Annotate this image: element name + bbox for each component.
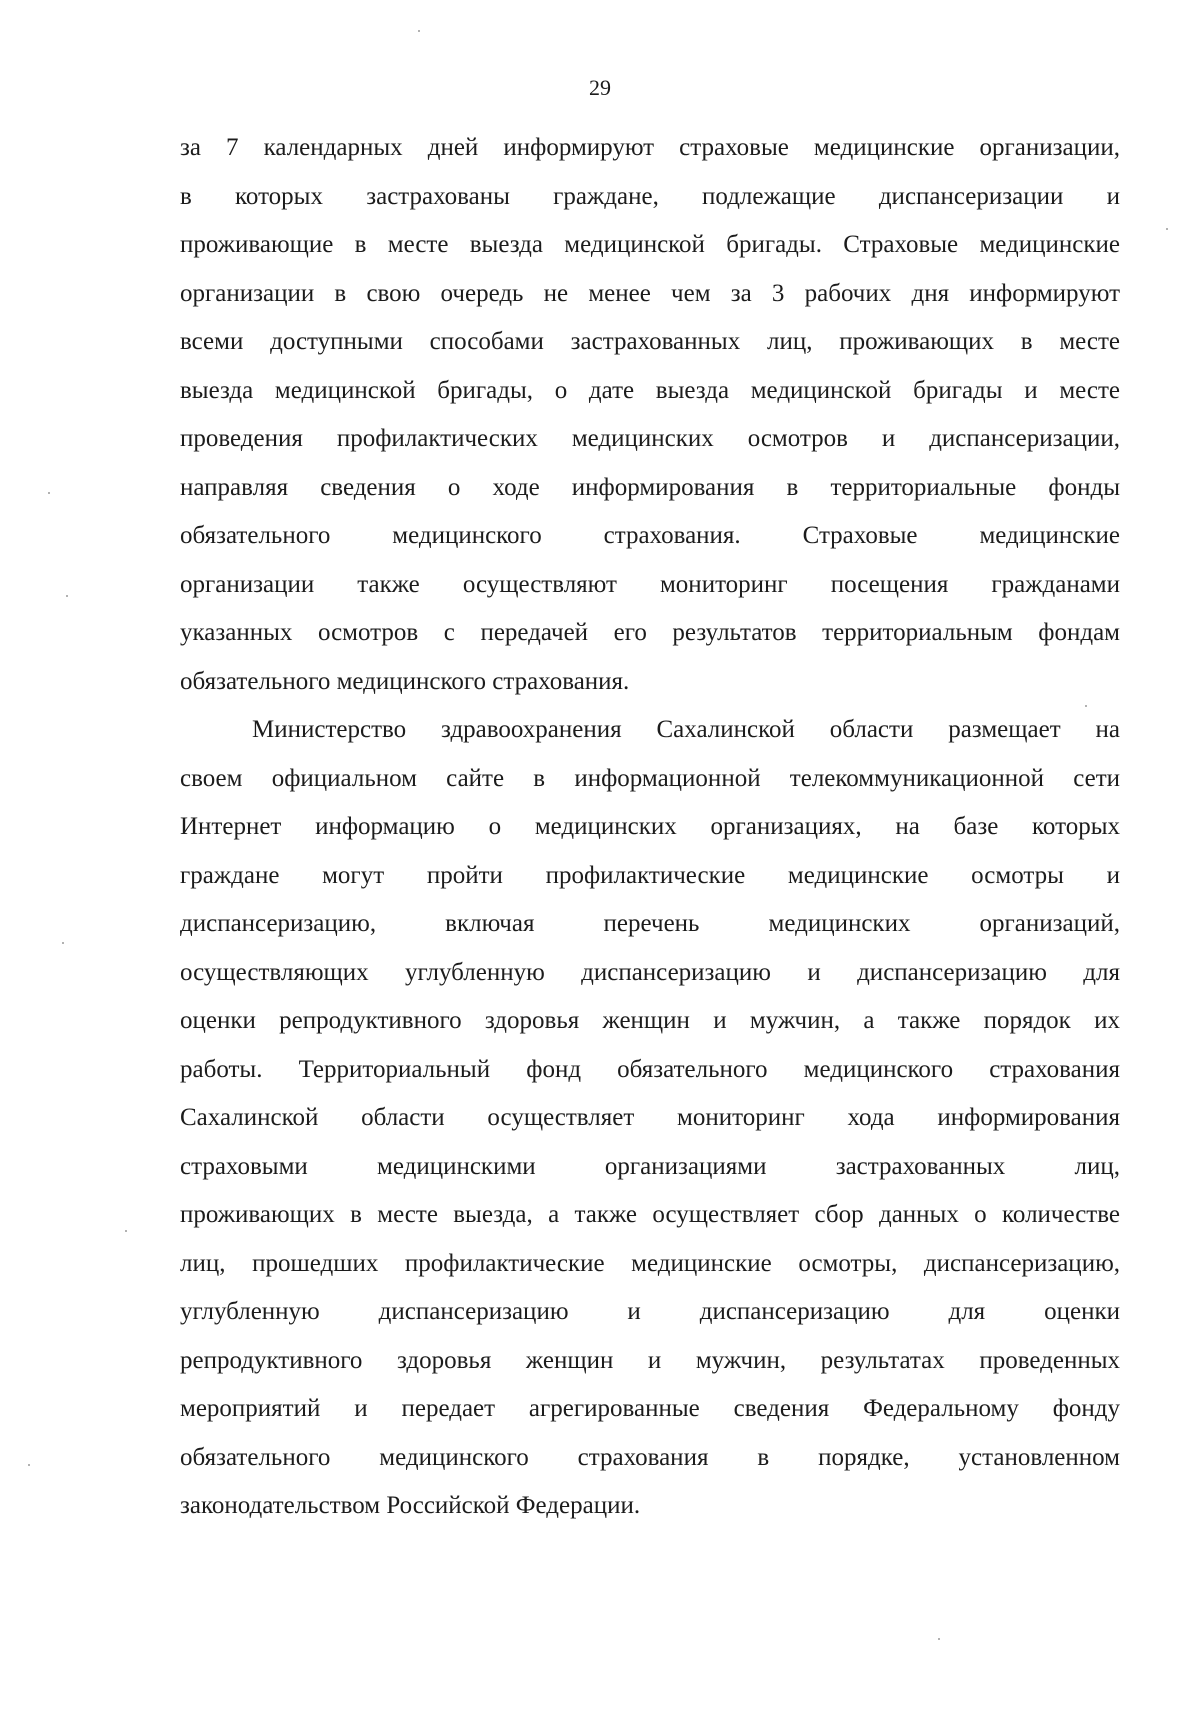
text-line: проживающих в месте выезда, а также осуществляет сбор данных о количестве (180, 1201, 1120, 1228)
text-line: Интернет информацию о медицинских организациях, на базе которых (180, 813, 1120, 840)
text-line: выезда медицинской бригады, о дате выезда медицинской бригады и месте (180, 376, 1120, 404)
text-line: лиц, прошедших профилактические медицинские осмотры, диспансеризацию, (180, 1249, 1120, 1277)
scan-speck (28, 1464, 30, 1466)
text-line: указанных осмотров с передачей его результатов территориальным фондам (180, 619, 1120, 646)
text-line: своем официальном сайте в информационной телекоммуникационной сети (180, 764, 1120, 792)
text-line: углубленную диспансеризацию и диспансеризацию для оценки (180, 1298, 1120, 1325)
scan-speck (938, 1638, 940, 1640)
text-line: граждане могут пройти профилактические медицинские осмотры и (180, 861, 1120, 889)
text-line: осуществляющих углубленную диспансеризацию и диспансеризацию для (180, 958, 1120, 986)
scan-speck (418, 30, 420, 32)
text-line: мероприятий и передает агрегированные сведения Федеральному фонду (180, 1395, 1120, 1422)
text-line: за 7 календарных дней информируют страховые медицинские организации, (180, 134, 1120, 161)
scan-speck (62, 942, 64, 944)
text-line: страховыми медицинскими организациями застрахованных лиц, (180, 1152, 1120, 1180)
text-line: обязательного медицинского страхования в порядке, установленном (180, 1443, 1120, 1471)
text-line: проживающие в месте выезда медицинской бригады. Страховые медицинские (180, 231, 1120, 258)
text-line: направляя сведения о ходе информирования в территориальные фонды (180, 473, 1120, 501)
page-number: 29 (589, 75, 611, 100)
scan-speck (48, 492, 50, 494)
scan-speck (1166, 228, 1168, 230)
text-line: работы. Территориальный фонд обязательного медицинского страхования (180, 1055, 1120, 1083)
scan-speck (1085, 705, 1087, 707)
text-line: Министерство здравоохранения Сахалинской области размещает на (252, 716, 1120, 743)
paragraph-2 (180, 706, 1120, 1531)
text-line: проведения профилактических медицинских осмотров и диспансеризации, (180, 425, 1120, 452)
text-line: оценки репродуктивного здоровья женщин и мужчин, а также порядок их (180, 1007, 1120, 1034)
scan-speck (125, 1230, 127, 1232)
text-line: законодательством Российской Федерации. (180, 1492, 641, 1519)
scan-speck (66, 595, 68, 597)
document-body (180, 124, 1120, 1531)
text-line: обязательного медицинского страхования. (180, 667, 630, 695)
text-line: обязательного медицинского страхования. Страховые медицинские (180, 522, 1120, 549)
text-line: диспансеризацию, включая перечень медицинских организаций, (180, 910, 1120, 937)
text-line: в которых застрахованы граждане, подлежащие диспансеризации и (180, 182, 1120, 210)
text-line: всеми доступными способами застрахованных лиц, проживающих в месте (180, 328, 1120, 355)
paragraph-1 (180, 124, 1120, 706)
text-line: организации в свою очередь не менее чем за 3 рабочих дня информируют (180, 279, 1120, 307)
text-line: организации также осуществляют мониторинг посещения гражданами (180, 570, 1120, 598)
text-line: Сахалинской области осуществляет мониторинг хода информирования (180, 1104, 1120, 1131)
text-line: репродуктивного здоровья женщин и мужчин, результатах проведенных (180, 1346, 1120, 1374)
